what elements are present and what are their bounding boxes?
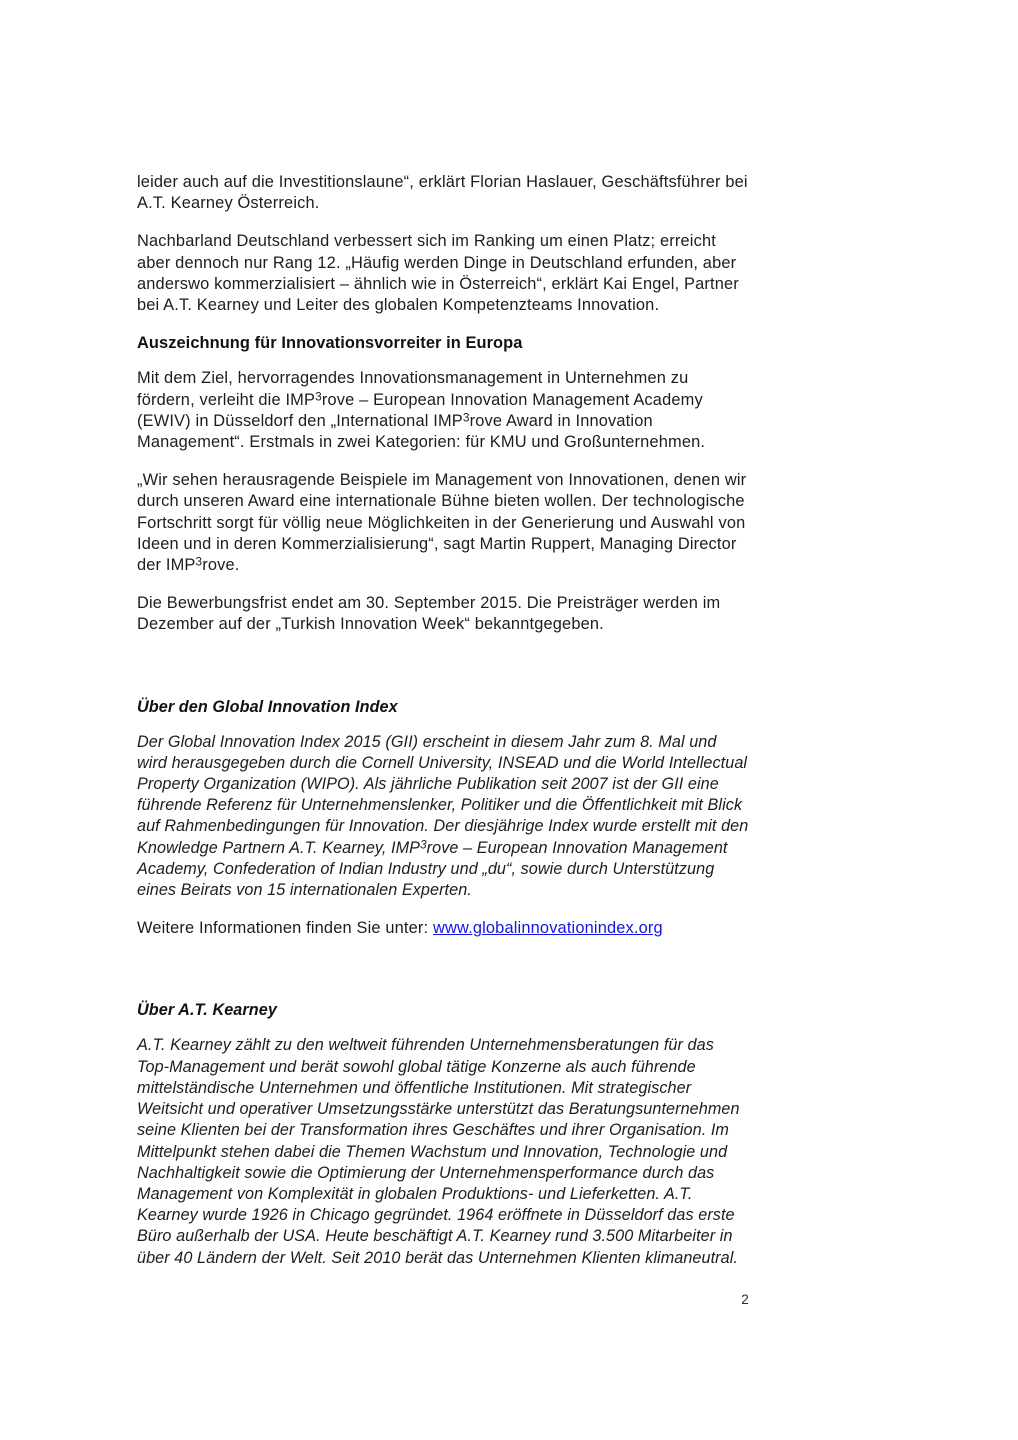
- paragraph-deutschland-ranking: Nachbarland Deutschland verbessert sich im Ranking um einen Platz; erreicht aber dennoch nur Rang 12. „Häufig werden Dinge in Deutschland erfunden, aber anderswo kommerzialisiert – ähnlich wie in Österreich“, erklärt Kai Engel, Partner bei A.T. Kearney und Leiter des globalen Kompetenzteams Innovation.: [137, 232, 739, 315]
- paragraph-ruppert-quote-text-1: „Wir sehen herausragende Beispiele im Management von Innovationen, denen wir durch unseren Award eine internationale Bühne bieten wollen. Der technologische Fortschritt sorgt für völlig neue Möglichkeiten in der Generierung und Auswahl von Ideen und in deren Kommerzialisierung“, sagt Martin Ruppert, Managing Director der IMP: [137, 471, 747, 575]
- paragraph-bewerbungsfrist: Die Bewerbungsfrist endet am 30. September 2015. Die Preisträger werden im Dezember auf der „Turkish Innovation Week“ bekanntgegeben.: [137, 594, 721, 634]
- superscript-three-icon: 3: [420, 838, 427, 852]
- superscript-three-icon: 3: [315, 389, 322, 404]
- section-spacer: [137, 653, 749, 697]
- paragraph-kearney-description: A.T. Kearney zählt zu den weltweit führenden Unternehmensberatungen für das Top-Management und berät sowohl global tätige Konzerne als auch führende mittelständische Unternehmen und öffentliche Institutionen. Mit strategischer Weitsicht und operativer Umsetzungsstärke unterstützt das Beratungsunternehmen seine Klienten bei der Transformation ihres Geschäftes und ihrer Organisation. Im Mittelpunkt stehen dabei die Themen Wachstum und Innovation, Technologie und Nachhaltigkeit sowie die Optimierung der Unternehmensperformance durch das Management von Komplexität in globalen Produktions- und Lieferketten. A.T. Kearney wurde 1926 in Chicago gegründet. 1964 eröffnete in Düsseldorf das erste Büro außerhalb der USA. Heute beschäftigt A.T. Kearney rund 3.500 Mitarbeiter in über 40 Ländern der Welt. Seit 2010 berät das Unternehmen Klienten klimaneutral.: [137, 1036, 740, 1267]
- superscript-three-icon: 3: [195, 554, 203, 569]
- heading-ueber-at-kearney: Über A.T. Kearney: [137, 1001, 277, 1020]
- section-spacer: [137, 956, 749, 1000]
- paragraph-ruppert-quote-text-2: rove.: [202, 556, 240, 575]
- heading-auszeichnung-europa: Auszeichnung für Innovationsvorreiter in Europa: [137, 334, 523, 353]
- paragraph-gii-description: [137, 732, 749, 902]
- paragraph-ruppert-quote: [137, 470, 749, 576]
- heading-ueber-global-innovation-index: Über den Global Innovation Index: [137, 697, 398, 716]
- paragraph-gii-description-text-2: rove – European Innovation Management Academy, Confederation of Indian Industry und „du“, sowie durch Unterstützung eines Beirats von 15 internationalen Experten.: [137, 838, 728, 900]
- more-info-label: Weitere Informationen finden Sie unter:: [137, 919, 433, 938]
- paragraph-improve-award-text-1: Mit dem Ziel, hervorragendes Innovationsmanagement in Unternehmen zu fördern, verleiht die IMP: [137, 369, 689, 409]
- link-globalinnovationindex[interactable]: www.globalinnovationindex.org: [433, 919, 663, 938]
- paragraph-improve-award-text-3: rove Award in Innovation Management“. Erstmals in zwei Kategorien: für KMU und Großunternehmen.: [137, 411, 706, 452]
- paragraph-haslauer-quote: leider auch auf die Investitionslaune“, erklärt Florian Haslauer, Geschäftsführer bei A.T. Kearney Österreich.: [137, 173, 748, 213]
- document-body: [137, 172, 749, 1286]
- page-number: 2: [741, 1292, 749, 1307]
- paragraph-improve-award: [137, 368, 749, 453]
- paragraph-improve-award-text-2: rove – European Innovation Management Academy (EWIV) in Düsseldorf den „International IMP: [137, 390, 703, 430]
- superscript-three-icon: 3: [462, 410, 470, 425]
- paragraph-gii-description-text-1: Der Global Innovation Index 2015 (GII) erscheint in diesem Jahr zum 8. Mal und wird herausgegeben durch die Cornell University, INSEAD und die World Intellectual Property Organization (WIPO). Als jährliche Publikation seit 2007 ist der GII eine führende Referenz für Unternehmenslenker, Politiker und die Öffentlichkeit mit Blick auf Rahmenbedingungen für Innovation. Der diesjährige Index wurde erstellt mit den Knowledge Partnern A.T. Kearney, IMP: [137, 732, 749, 857]
- paragraph-weitere-informationen: [137, 918, 749, 939]
